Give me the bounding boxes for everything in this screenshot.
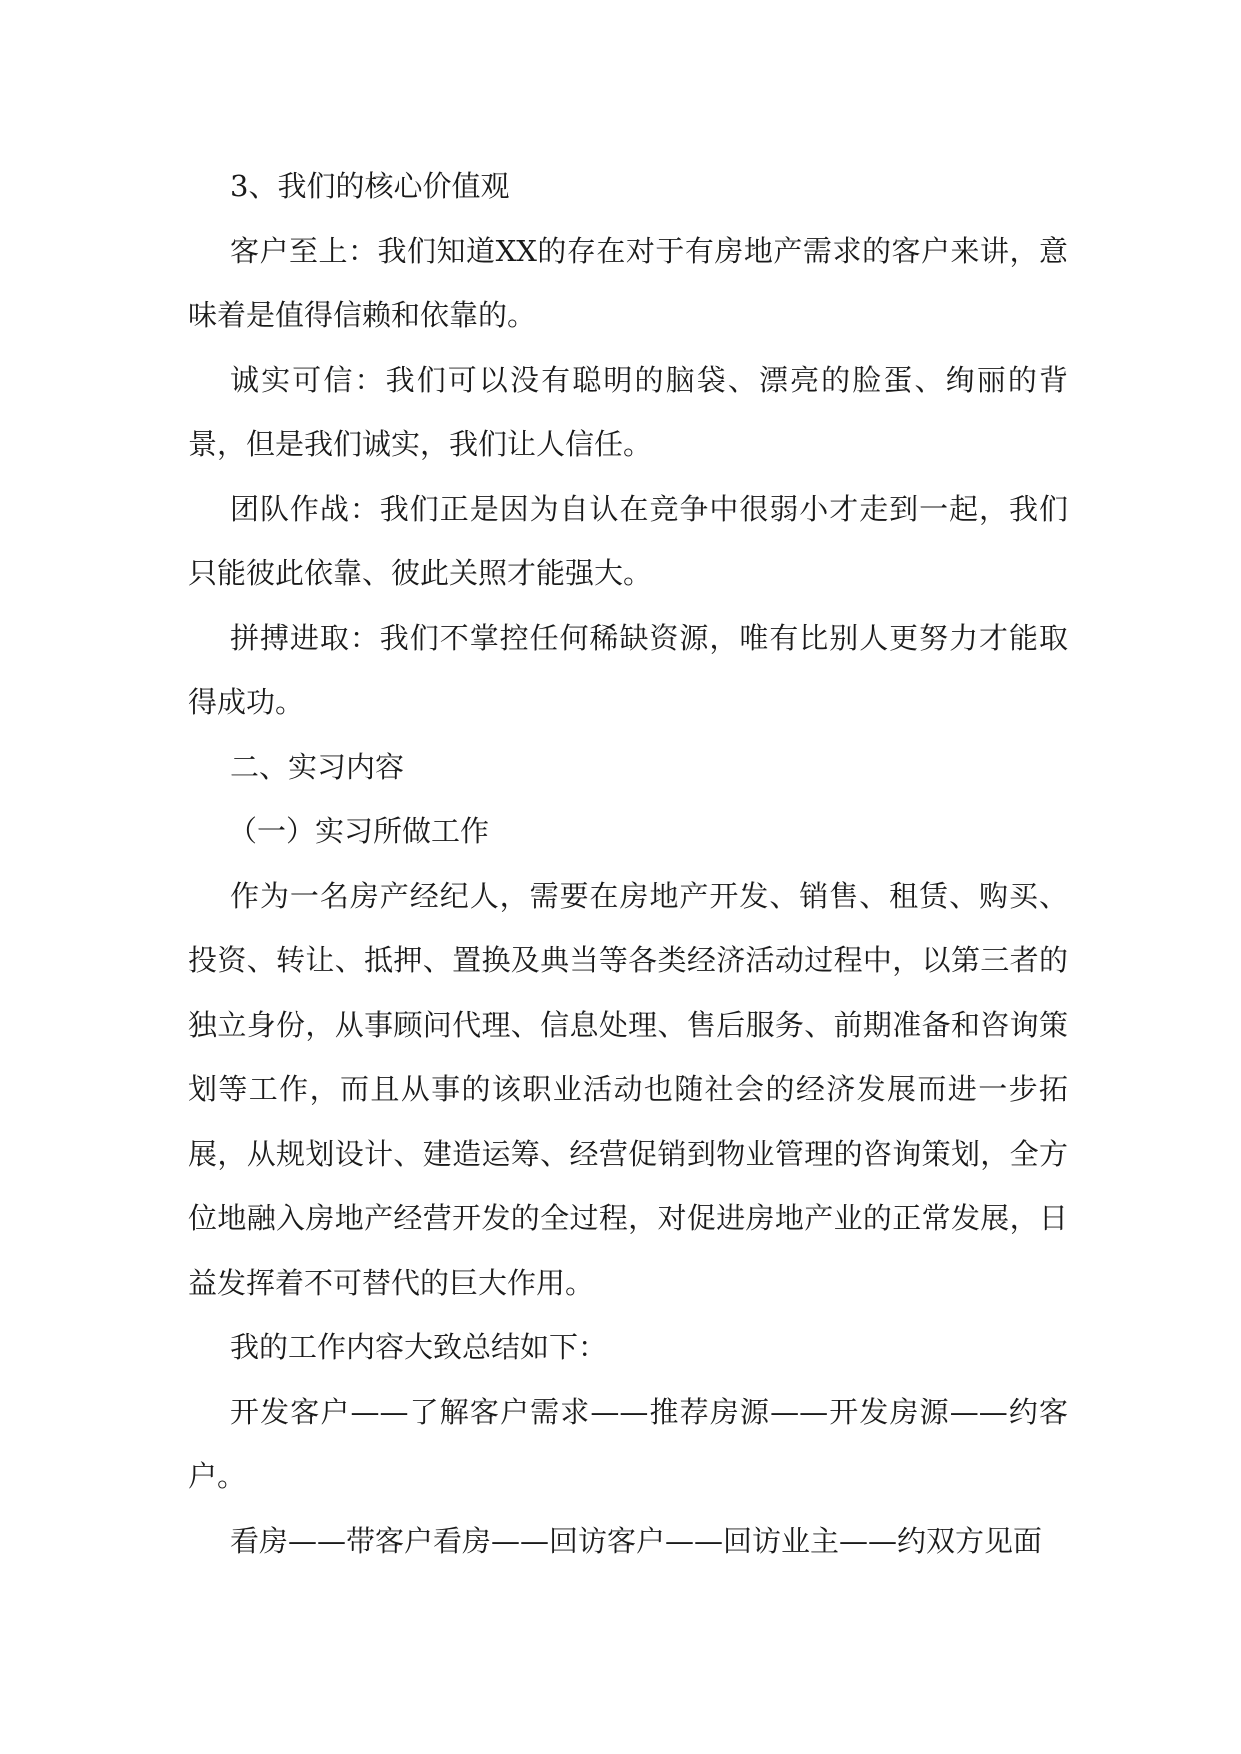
part-heading-internship-content: 二、实习内容	[230, 749, 405, 784]
document-body	[188, 154, 1068, 1573]
subsection-heading-work-done: （一）实习所做工作	[228, 814, 490, 848]
value-paragraph-customer-first: 客户至上：我们知道XX的存在对于有房地产需求的客户来讲，意味着是值得信赖和依靠的。	[188, 233, 1068, 332]
workflow-paragraph-2: 看房——带客户看房——回访客户——回访业主——约双方见面	[230, 1523, 1043, 1558]
section-heading-core-values: 3、我们的核心价值观	[230, 169, 510, 203]
value-paragraph-honesty: 诚实可信：我们可以没有聪明的脑袋、漂亮的脸蛋、绚丽的背景，但是我们诚实，我们让人信任。	[188, 362, 1068, 461]
workflow-paragraph-1: 开发客户——了解客户需求——推荐房源——开发房源——约客户。	[188, 1394, 1068, 1493]
value-paragraph-striving: 拼搏进取：我们不掌控任何稀缺资源，唯有比别人更努力才能取得成功。	[188, 620, 1068, 719]
summary-intro: 我的工作内容大致总结如下：	[230, 1330, 608, 1364]
body-paragraph-agent-role: 作为一名房产经纪人，需要在房地产开发、销售、租赁、购买、投资、转让、抵押、置换及典当等各类经济活动过程中，以第三者的独立身份，从事顾问代理、信息处理、售后服务、前期准备和咨询策划等工作，而且从事的该职业活动也随社会的经济发展而进一步拓展，从规划设计、建造运筹、经营促销到物业管理的咨询策划，全方位地融入房地产经营开发的全过程，对促进房地产业的正常发展，日益发挥着不可替代的巨大作用。	[188, 878, 1068, 1300]
value-paragraph-teamwork: 团队作战：我们正是因为自认在竞争中很弱小才走到一起，我们只能彼此依靠、彼此关照才能强大。	[188, 491, 1068, 590]
